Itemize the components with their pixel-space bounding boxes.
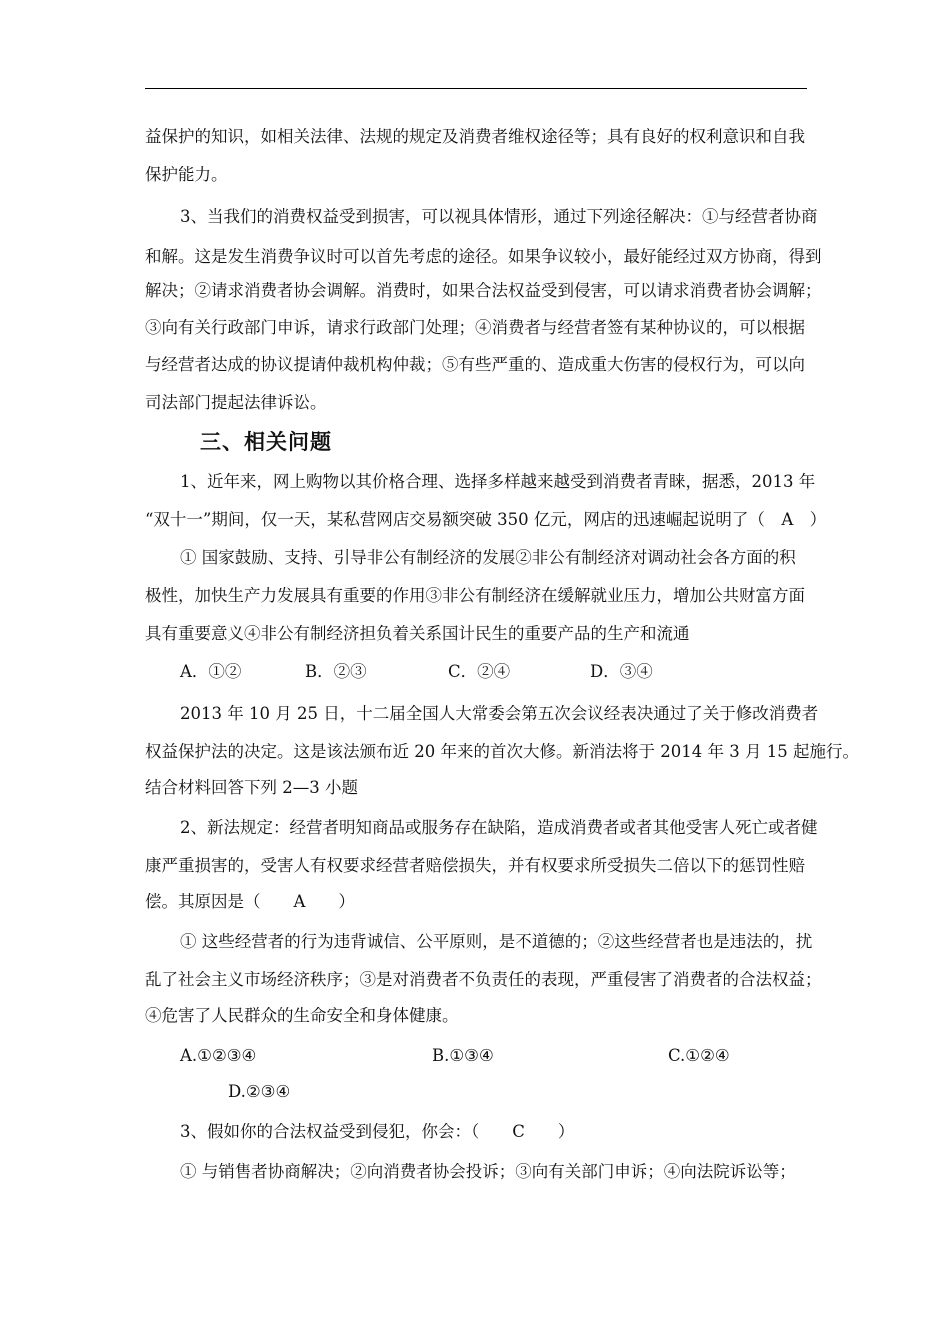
header-rule — [145, 88, 807, 89]
question-3-statement: ① 与销售者协商解决；②向消费者协会投诉；③向有关部门申诉；④向法院诉讼等； — [180, 1162, 796, 1181]
option-d: D.②③④ — [228, 1082, 291, 1101]
paragraph-line: ③向有关行政部门申诉，请求行政部门处理；④消费者与经营者签有某种协议的，可以根据 — [145, 318, 805, 337]
option-b: B．②③ — [305, 662, 367, 681]
section-heading: 三、相关问题 — [200, 430, 332, 454]
question-2-stem: 康严重损害的，受害人有权要求经营者赔偿损失，并有权要求所受损失二倍以下的惩罚性赔 — [145, 856, 805, 875]
question-1-statement: 极性，加快生产力发展具有重要的作用③非公有制经济在缓解就业压力，增加公共财富方面 — [145, 586, 805, 605]
paragraph-line: 司法部门提起法律诉讼。 — [145, 393, 327, 412]
option-b: B.①③④ — [432, 1046, 494, 1065]
option-a: A．①② — [180, 662, 242, 681]
paragraph-line: 保护能力。 — [145, 165, 228, 184]
question-1-stem: “双十一”期间，仅一天，某私营网店交易额突破 350 亿元，网店的迅速崛起说明了（ A ） — [145, 510, 827, 529]
material-line: 权益保护法的决定。这是该法颁布近 20 年来的首次大修。新消法将于 2014 年 3 月 15 起施行。 — [145, 742, 859, 761]
paragraph-line: 解决；②请求消费者协会调解。消费时，如果合法权益受到侵害，可以请求消费者协会调解； — [145, 281, 822, 300]
paragraph-line: 益保护的知识，如相关法律、法规的规定及消费者维权途径等；具有良好的权利意识和自我 — [145, 127, 805, 146]
question-2-stem: 偿。其原因是（ A ） — [145, 892, 355, 911]
option-a: A.①②③④ — [180, 1046, 257, 1065]
material-line: 2013 年 10 月 25 日，十二届全国人大常委会第五次会议经表决通过了关于修改消费者 — [180, 704, 819, 723]
paragraph-line: 和解。这是发生消费争议时可以首先考虑的途径。如果争议较小，最好能经过双方协商，得到 — [145, 247, 822, 266]
question-2-stem: 2、新法规定：经营者明知商品或服务存在缺陷，造成消费者或者其他受害人死亡或者健 — [180, 818, 818, 837]
question-1-statement: 具有重要意义④非公有制经济担负着关系国计民生的重要产品的生产和流通 — [145, 624, 690, 643]
question-2-statement: ④危害了人民群众的生命安全和身体健康。 — [145, 1006, 459, 1025]
question-1-stem: 1、近年来，网上购物以其价格合理、选择多样越来越受到消费者青睐，据悉，2013 年 — [180, 472, 816, 491]
question-1-statement: ① 国家鼓励、支持、引导非公有制经济的发展②非公有制经济对调动社会各方面的积 — [180, 548, 796, 567]
paragraph-line: 与经营者达成的协议提请仲裁机构仲裁；⑤有些严重的、造成重大伤害的侵权行为，可以向 — [145, 355, 805, 374]
question-2-statement: ① 这些经营者的行为违背诚信、公平原则，是不道德的；②这些经营者也是违法的，扰 — [180, 932, 813, 951]
option-d: D．③④ — [590, 662, 653, 681]
question-3-stem: 3、假如你的合法权益受到侵犯，你会：（ C ） — [180, 1122, 575, 1141]
option-c: C.①②④ — [668, 1046, 730, 1065]
material-line: 结合材料回答下列 2—3 小题 — [145, 778, 358, 797]
paragraph-line: 3、当我们的消费权益受到损害，可以视具体情形，通过下列途径解决：①与经营者协商 — [180, 207, 818, 226]
question-2-statement: 乱了社会主义市场经济秩序；③是对消费者不负责任的表现，严重侵害了消费者的合法权益； — [145, 970, 822, 989]
option-c: C．②④ — [448, 662, 511, 681]
